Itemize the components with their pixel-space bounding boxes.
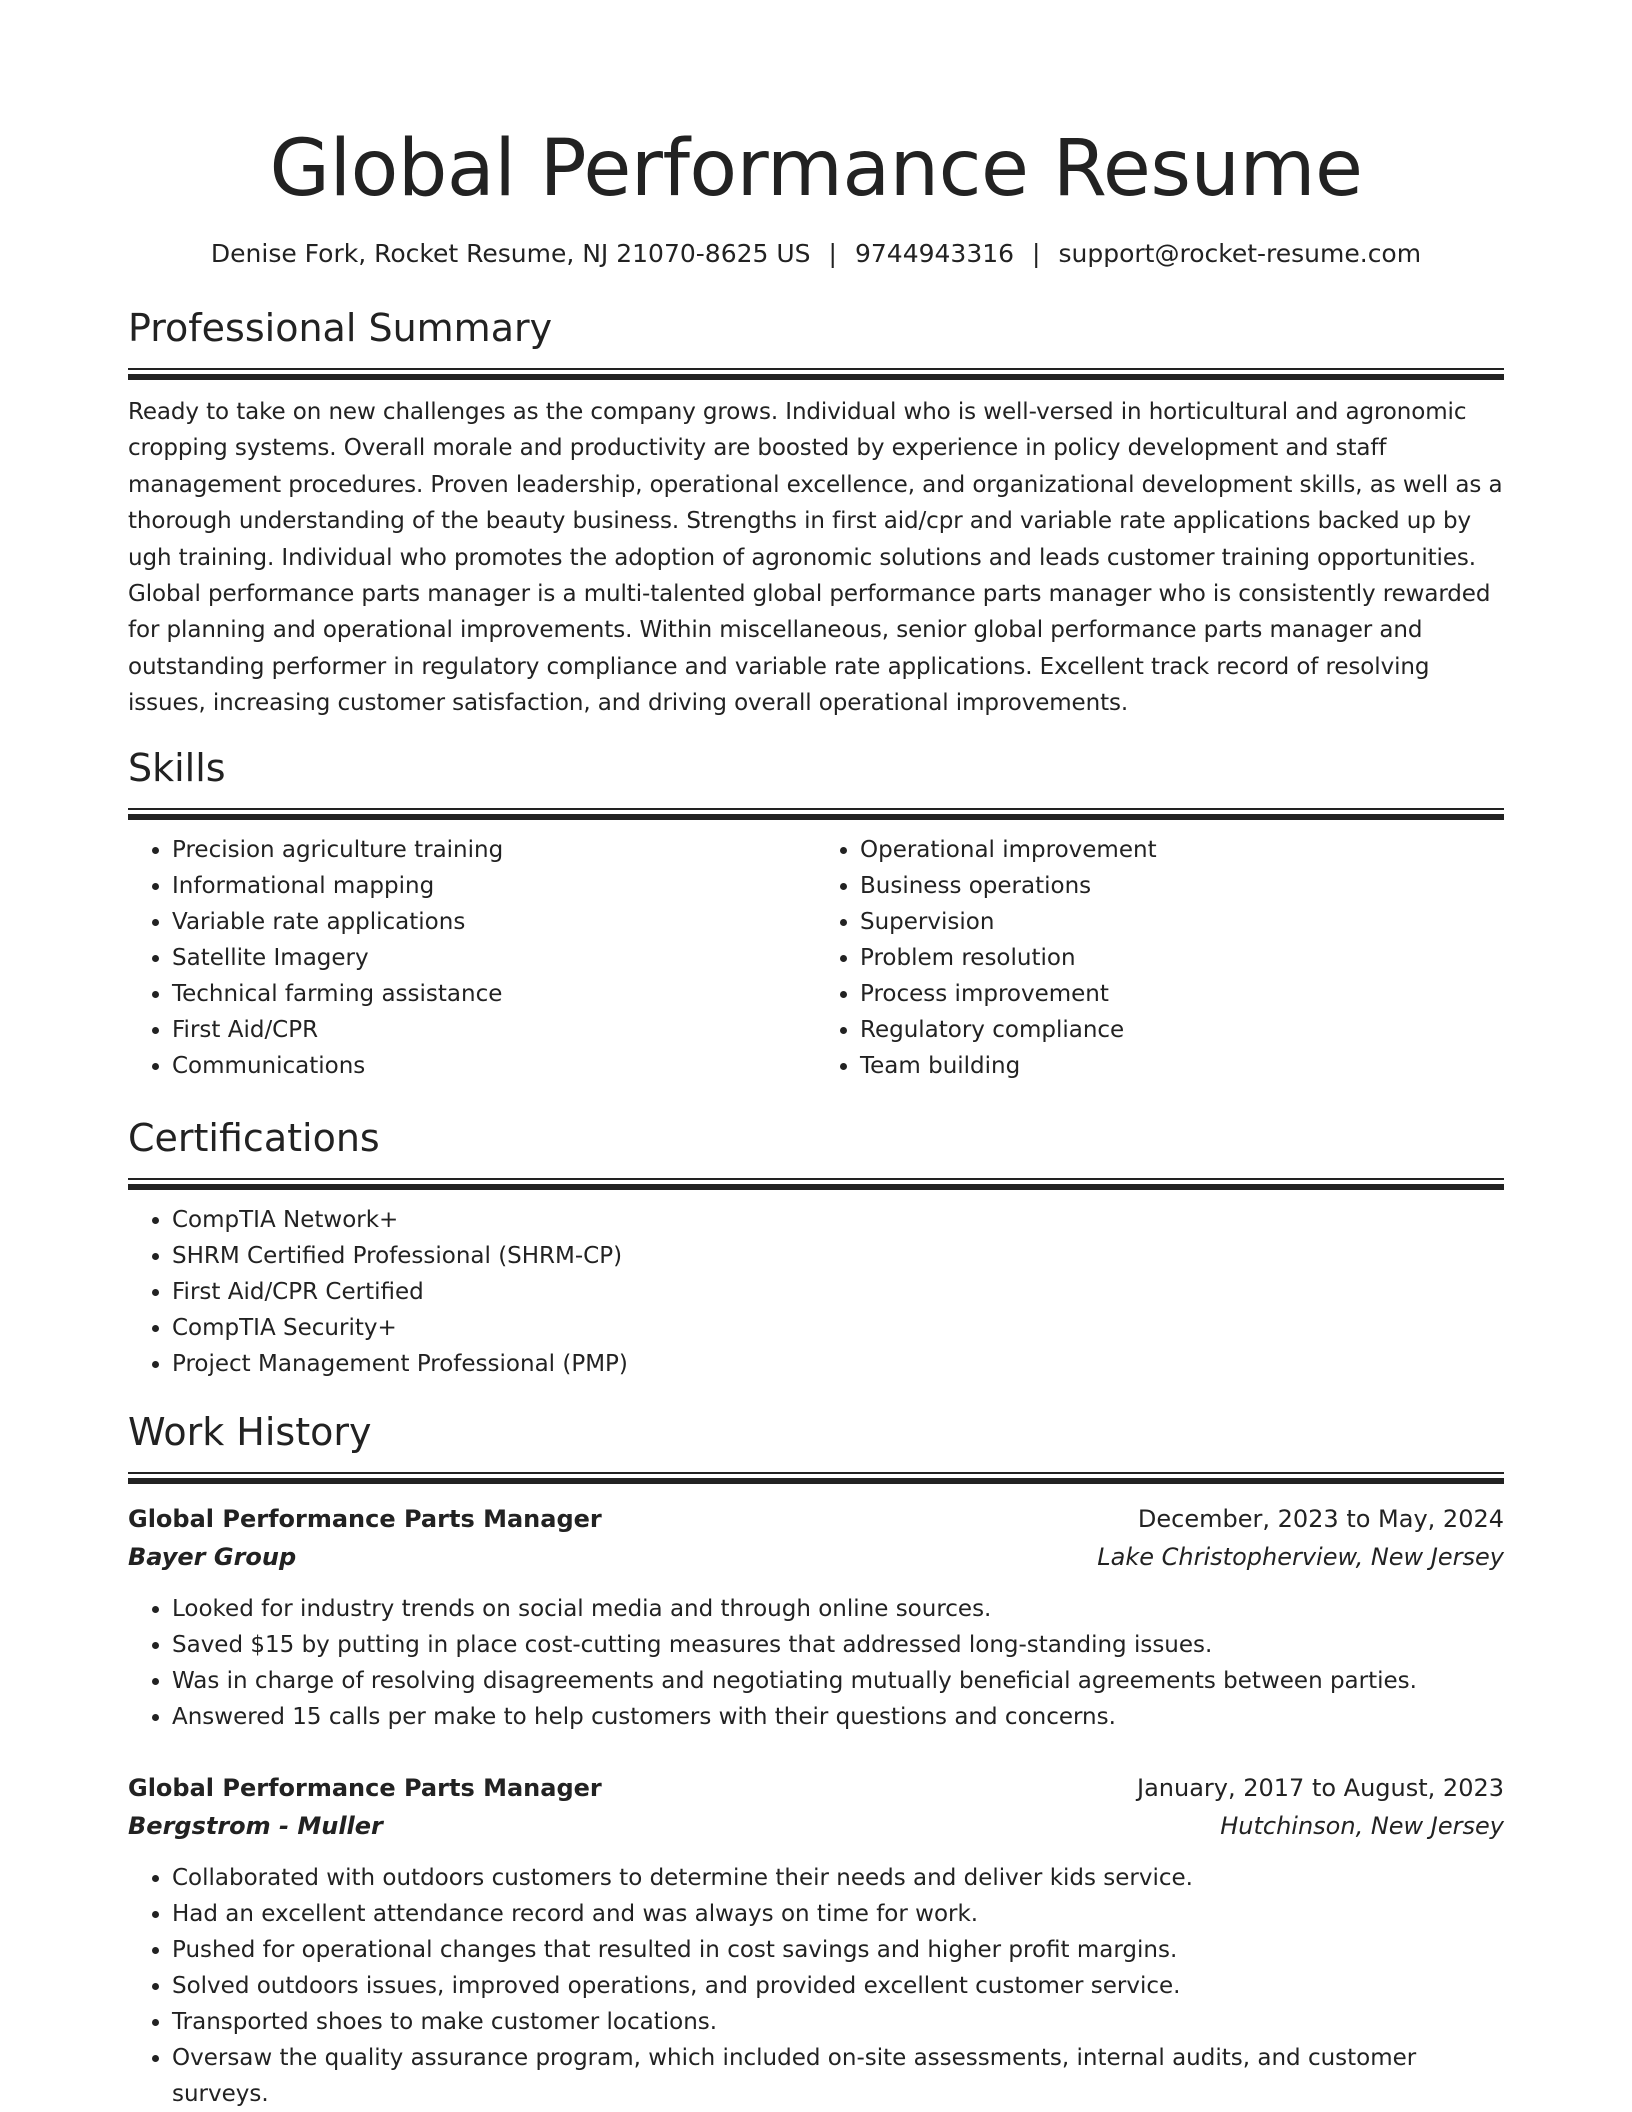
certifications-section xyxy=(128,1114,1504,1382)
section-divider xyxy=(128,1472,1504,1484)
list-item: • First Aid/CPR xyxy=(172,1012,816,1048)
section-heading-skills: Skills xyxy=(128,745,226,790)
list-item: • CompTIA Security+ xyxy=(172,1310,1504,1346)
job-entry xyxy=(128,1500,1504,1735)
list-item: • Precision agriculture training xyxy=(172,832,816,868)
contact-address: Denise Fork, Rocket Resume, NJ 21070-8625 US xyxy=(210,239,811,268)
section-heading-certifications: Certifications xyxy=(128,1115,380,1160)
list-item: • Satellite Imagery xyxy=(172,940,816,976)
job-header xyxy=(128,1769,1504,1807)
certifications-list xyxy=(128,1202,1504,1382)
job-dates: January, 2017 to August, 2023 xyxy=(1137,1773,1504,1802)
list-item: • Business operations xyxy=(860,868,1504,904)
job-company: Bayer Group xyxy=(128,1542,297,1571)
list-item: • Team building xyxy=(860,1048,1504,1084)
list-item: • Looked for industry trends on social media and through online sources. xyxy=(172,1591,1504,1627)
job-title: Global Performance Parts Manager xyxy=(128,1773,602,1802)
skills-columns xyxy=(128,832,1504,1084)
contact-separator: | xyxy=(1032,239,1041,268)
job-dates: December, 2023 to May, 2024 xyxy=(1137,1504,1504,1533)
contact-separator: | xyxy=(828,239,837,268)
list-item: • Saved $15 by putting in place cost-cutting measures that addressed long-standing issues. xyxy=(172,1627,1504,1663)
list-item: • Had an excellent attendance record and was always on time for work. xyxy=(172,1896,1504,1932)
job-header xyxy=(128,1500,1504,1538)
contact-phone: 9744943316 xyxy=(854,239,1015,268)
list-item: • Pushed for operational changes that resulted in cost savings and higher profit margins. xyxy=(172,1932,1504,1968)
contact-line xyxy=(128,236,1504,272)
job-bullets xyxy=(128,1591,1504,1735)
job-location: Lake Christopherview, New Jersey xyxy=(1097,1542,1504,1571)
skills-list-right xyxy=(816,832,1504,1084)
job-title: Global Performance Parts Manager xyxy=(128,1504,602,1533)
list-item: • Answered 15 calls per make to help customers with their questions and concerns. xyxy=(172,1699,1504,1735)
summary-section xyxy=(128,304,1504,722)
list-item: • Operational improvement xyxy=(860,832,1504,868)
list-item: • Supervision xyxy=(860,904,1504,940)
list-item: • Collaborated with outdoors customers to determine their needs and deliver kids service. xyxy=(172,1860,1504,1896)
section-divider xyxy=(128,368,1504,380)
list-item: • Informational mapping xyxy=(172,868,816,904)
list-item: • Oversaw the quality assurance program, which included on-site assessments, internal audits, and customer surveys. xyxy=(172,2040,1504,2112)
list-item: • Transported shoes to make customer locations. xyxy=(172,2004,1504,2040)
list-item: • Project Management Professional (PMP) xyxy=(172,1346,1504,1382)
section-divider xyxy=(128,808,1504,820)
section-heading-work-history: Work History xyxy=(128,1409,372,1454)
summary-text: Ready to take on new challenges as the company grows. Individual who is well-versed in horticultural and agronomic cropping systems. Overall morale and productivity are boosted by experience in policy development and staff management procedures. Proven leadership, operational excellence, and organizational development skills, as well as a thorough understanding of the beauty business. Strengths in first aid/cpr and variable rate applications backed up by ugh training. Individual who promotes the adoption of agronomic solutions and leads customer training opportunities. Global performance parts manager is a multi-talented global performance parts manager who is consistently rewarded for planning and operational improvements. Within miscellaneous, senior global performance parts manager and outstanding performer in regulatory compliance and variable rate applications. Excellent track record of resolving issues, increasing customer satisfaction, and driving overall operational improvements. xyxy=(128,399,1503,717)
list-item: • Variable rate applications xyxy=(172,904,816,940)
list-item: • Was in charge of resolving disagreements and negotiating mutually beneficial agreements between parties. xyxy=(172,1663,1504,1699)
job-entry xyxy=(128,1769,1504,2112)
job-company: Bergstrom - Muller xyxy=(128,1811,383,1840)
skills-section xyxy=(128,744,1504,1084)
list-item: • Problem resolution xyxy=(860,940,1504,976)
job-location: Hutchinson, New Jersey xyxy=(1220,1811,1504,1840)
job-subheader xyxy=(128,1807,1504,1845)
section-divider xyxy=(128,1178,1504,1190)
resume-page xyxy=(128,0,1504,2112)
skills-list-left xyxy=(128,832,816,1084)
list-item: • CompTIA Network+ xyxy=(172,1202,1504,1238)
list-item: • Process improvement xyxy=(860,976,1504,1012)
contact-email[interactable]: support@rocket-resume.com xyxy=(1058,239,1422,268)
list-item: • First Aid/CPR Certified xyxy=(172,1274,1504,1310)
work-history-section xyxy=(128,1408,1504,2112)
list-item: • Communications xyxy=(172,1048,816,1084)
resume-title: Global Performance Resume xyxy=(269,124,1363,214)
list-item: • Regulatory compliance xyxy=(860,1012,1504,1048)
section-heading-summary: Professional Summary xyxy=(128,306,553,350)
list-item: • Technical farming assistance xyxy=(172,976,816,1012)
job-subheader xyxy=(128,1538,1504,1576)
list-item: • Solved outdoors issues, improved operations, and provided excellent customer service. xyxy=(172,1968,1504,2004)
job-bullets xyxy=(128,1860,1504,2112)
list-item: • SHRM Certified Professional (SHRM-CP) xyxy=(172,1238,1504,1274)
